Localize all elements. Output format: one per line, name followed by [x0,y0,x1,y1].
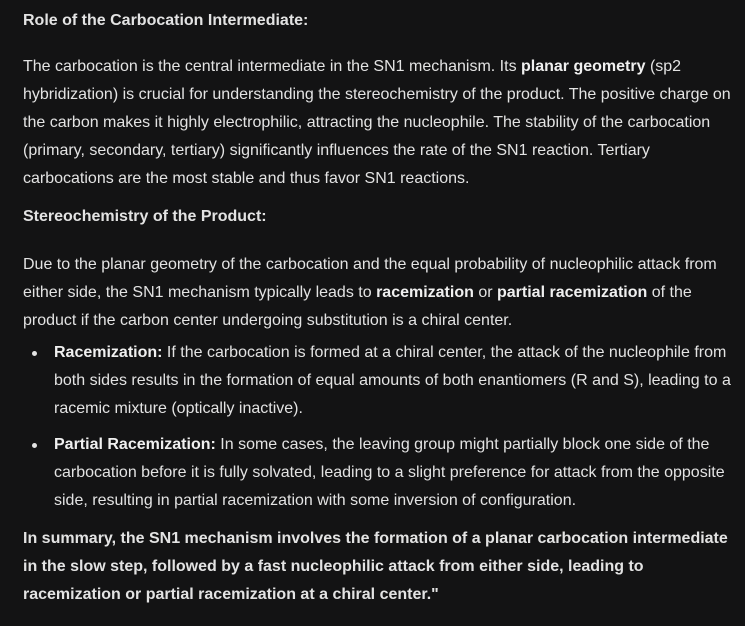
bullet-text: In some cases, the leaving group might partially block one side of the carbocation before it is fully solvated, leading to a slight preference for attack from the opposite side, resulting in partial racemization with some inversion of configuration. [54,436,725,509]
bullet-term: Racemization: [54,344,163,361]
bullet-dot-icon [32,443,37,448]
text-run: (sp2 hybridization) is crucial for understanding the stereochemistry of the product. The positive charge on the carbon makes it highly electrophilic, attracting the nucleophile. The stability of the carbocation (primary, secondary, tertiary) significantly influences the rate of the SN1 reaction. Tertiary carbocations are the most stable and thus favor SN1 reactions. [23,58,731,187]
bullet-list [23,339,737,515]
bullet-term: Partial Racemization: [54,436,216,453]
bullet-item-partial-racemization [23,431,737,515]
text-run: of the product if the carbon center undergoing substitution is a chiral center. [23,284,692,329]
paragraph-stereochemistry [23,251,737,335]
summary-paragraph: In summary, the SN1 mechanism involves the formation of a planar carbocation intermediate in the slow step, followed by a fast nucleophilic attack from either side, leading to racemization or partial racemization at a chiral center." [23,530,728,603]
bold-planar-geometry: planar geometry [521,58,646,75]
bold-racemization: racemization [376,284,474,301]
heading-carbocation-role: Role of the Carbocation Intermediate: [23,12,309,29]
bullet-dot-icon [32,351,37,356]
heading-stereochemistry: Stereochemistry of the Product: [23,208,267,225]
text-run: Due to the planar geometry of the carbocation and the equal probability of nucleophilic attack from either side, the SN1 mechanism typically leads to [23,256,717,301]
text-run: The carbocation is the central intermediate in the SN1 mechanism. Its [23,58,522,75]
bold-partial-racemization: partial racemization [497,284,648,301]
bullet-text: If the carbocation is formed at a chiral center, the attack of the nucleophile from both sides results in the formation of equal amounts of both enantiomers (R and S), leading to a racemic mixture (optically inactive). [54,344,731,417]
text-run: or [473,284,497,301]
bullet-item-racemization [23,339,737,423]
paragraph-carbocation-role [23,53,737,193]
